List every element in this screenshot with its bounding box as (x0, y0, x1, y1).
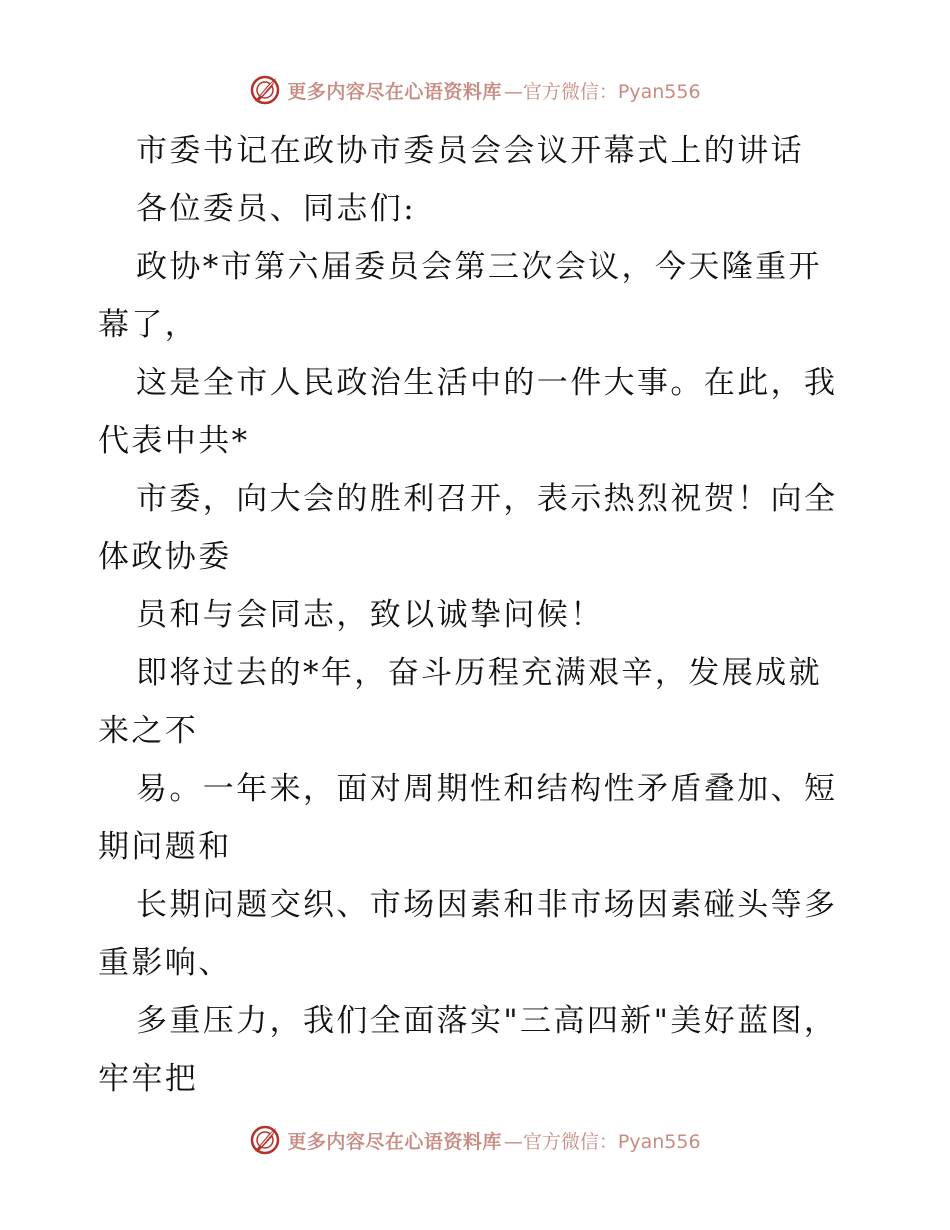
text-line: 牢牢把 (98, 1061, 199, 1097)
text-line: 市委，向大会的胜利召开，表示热烈祝贺！向全 (136, 481, 838, 517)
footer-brand-text: 更多内容尽在心语资料库 (287, 1130, 502, 1153)
text-line: 长期问题交织、市场因素和非市场因素碰头等多 (136, 887, 838, 923)
footer-banner (0, 1120, 950, 1160)
text-line: 易。一年来，面对周期性和结构性矛盾叠加、短 (136, 771, 838, 807)
footer-official-text: —官方微信：Pyan556 (503, 1130, 701, 1153)
text-line: 来之不 (98, 713, 199, 749)
document-title: 市委书记在政协市委员会会议开幕式上的讲话 (136, 133, 804, 169)
document-body (98, 122, 858, 1108)
text-line: 体政协委 (98, 539, 232, 575)
header-banner (0, 70, 950, 110)
text-line: 多重压力，我们全面落实"三高四新"美好蓝图， (136, 1003, 838, 1039)
header-brand-text: 更多内容尽在心语资料库 (287, 80, 502, 103)
text-line: 这是全市人民政治生活中的一件大事。在此，我 (136, 365, 838, 401)
text-line: 员和与会同志，致以诚挚问候！ (136, 597, 604, 633)
text-line: 代表中共* (98, 423, 250, 459)
text-line: 各位委员、同志们: (136, 191, 417, 227)
header-official-text: —官方微信：Pyan556 (503, 80, 701, 103)
text-line: 重影响、 (98, 945, 232, 981)
quill-logo-icon (249, 1124, 281, 1156)
quill-logo-icon (249, 74, 281, 106)
text-line: 即将过去的*年，奋斗历程充满艰辛，发展成就 (136, 655, 822, 691)
text-line: 幕了， (98, 307, 199, 343)
text-line: 期问题和 (98, 829, 232, 865)
text-line: 政协*市第六届委员会第三次会议，今天隆重开 (136, 249, 822, 285)
